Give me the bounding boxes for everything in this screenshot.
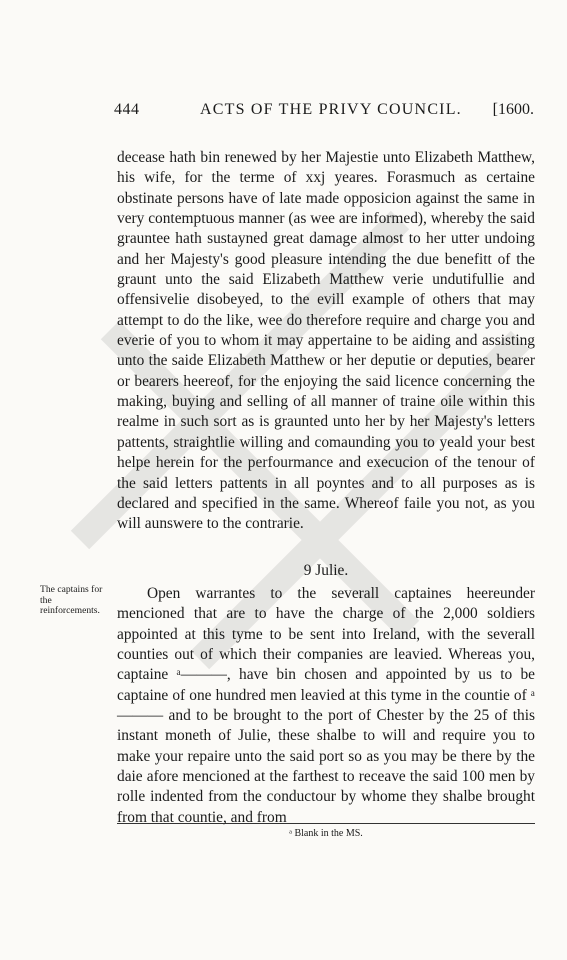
body-paragraph-2: Open warrantes to the severall captaines heereunder mencioned that are to have the charge of the 2,000 soldiers appointed at this tyme to be sent into Ireland, with the severall counties out of which their companies are leavied. Whereas you, captaine ᵃ———, have bin chosen and appointed by us to be captaine of one hundred men leavied at this tyme in the countie of ᵃ——— and to be brought to the port of Chester by the 25 of this instant moneth of Julie, these shalbe to will and require you to make your repaire unto the said port so as you may be there by the daie afore mencioned at the farthest to receave the said 100 men by rolle indented from the conductour by whome they shalbe brought from that countie, and from [117, 585, 535, 826]
date-heading: 9 Julie. [303, 562, 349, 579]
running-header [114, 101, 534, 123]
running-title: ACTS OF THE PRIVY COUNCIL. [200, 101, 462, 118]
margin-note: The captains for the reinforcements. [40, 584, 103, 616]
page-number: 444 [114, 101, 140, 118]
header-year: [1600. [492, 101, 534, 118]
footnote-rule [117, 823, 535, 824]
footnote: ᵃ Blank in the MS. [289, 828, 363, 839]
body-paragraph-1: decease hath bin renewed by her Majestie unto Elizabeth Matthew, his wife, for the terme of xxj yeares. Forasmuch as certaine obstinate persons have of late made opposicion against the same in very contemptuous manner (as wee are informed), whereby the said grauntee hath sustayned great damage almost to her utter undoing and her Majesty's good pleasure intending the due benefitt of the graunt unto the said Elizabeth Matthew verie undutifullie and offensivelie disobeyed, to the evill example of others that may attempt to do the like, wee do therefore require and charge you and everie of you to whom it may appertaine to be aiding and assisting unto the saide Elizabeth Matthew or her deputie or deputies, bearer or bearers heereof, for the enjoying the said licence concerning the making, buying and selling of all manner of traine oile within this realme in such sort as is graunted unto her by her Majesty's letters pattents, straightlie willing and comaunding you to yeald your best helpe herein for the perfourmance and execucion of the tenour of the said letters pattents in all poyntes and to all purposes as is declared and specified in the same. Whereof faile you not, as you will aunswere to the contrarie. [117, 149, 535, 533]
